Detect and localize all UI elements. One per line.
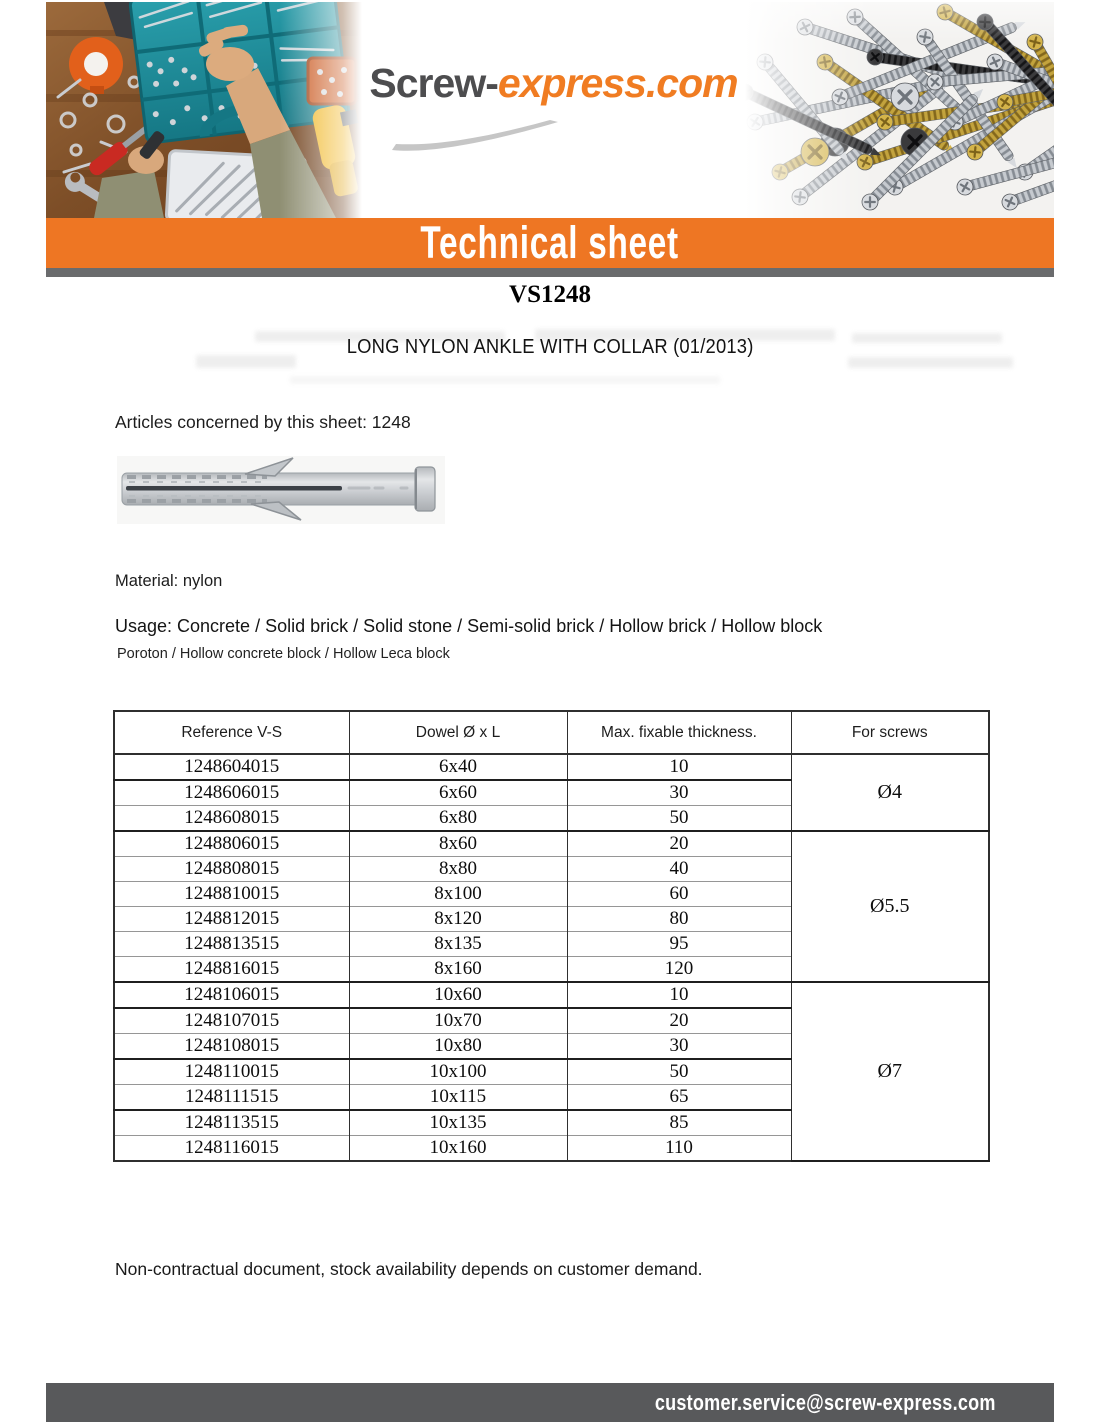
table-row bbox=[114, 831, 989, 857]
contact-email[interactable]: customer.service@screw-express.com bbox=[655, 1390, 996, 1415]
cell-dowel: 8x80 bbox=[349, 857, 567, 882]
screws-photo bbox=[745, 2, 1054, 218]
cell-max-thickness: 10 bbox=[567, 754, 791, 780]
cell-dowel: 8x60 bbox=[349, 831, 567, 857]
cell-dowel: 10x135 bbox=[349, 1110, 567, 1136]
cell-reference: 1248810015 bbox=[114, 882, 349, 907]
cell-dowel: 10x60 bbox=[349, 982, 567, 1008]
product-title-text: LONG NYLON ANKLE WITH COLLAR (01/2013) bbox=[346, 336, 754, 358]
brand-logo bbox=[362, 60, 745, 180]
material-line: Material: nylon bbox=[115, 572, 223, 590]
cell-reference: 1248111515 bbox=[114, 1085, 349, 1111]
cell-reference: 1248813515 bbox=[114, 932, 349, 957]
banner bbox=[46, 218, 1054, 268]
usage-line-2: Poroton / Hollow concrete block / Hollow Leca block bbox=[117, 646, 450, 662]
cell-dowel: 8x160 bbox=[349, 957, 567, 983]
cell-reference: 1248806015 bbox=[114, 831, 349, 857]
spec-table bbox=[113, 710, 990, 1162]
cell-reference: 1248113515 bbox=[114, 1110, 349, 1136]
cell-dowel: 6x40 bbox=[349, 754, 567, 780]
cell-dowel: 6x60 bbox=[349, 780, 567, 806]
banner-strip bbox=[46, 268, 1054, 277]
cell-max-thickness: 85 bbox=[567, 1110, 791, 1136]
footer-bar bbox=[46, 1383, 1054, 1422]
cell-reference: 1248110015 bbox=[114, 1059, 349, 1085]
cell-for-screws: Ø7 bbox=[791, 982, 989, 1161]
ghost-text-smudge bbox=[290, 376, 720, 384]
logo-swoosh bbox=[390, 120, 560, 156]
cell-reference: 1248106015 bbox=[114, 982, 349, 1008]
cell-reference: 1248608015 bbox=[114, 806, 349, 832]
cell-dowel: 8x135 bbox=[349, 932, 567, 957]
cell-reference: 1248812015 bbox=[114, 907, 349, 932]
table-row bbox=[114, 982, 989, 1008]
cell-reference: 1248116015 bbox=[114, 1136, 349, 1162]
cell-dowel: 8x100 bbox=[349, 882, 567, 907]
cell-dowel: 8x120 bbox=[349, 907, 567, 932]
cell-reference: 1248606015 bbox=[114, 780, 349, 806]
workbench-photo-graphic bbox=[46, 2, 362, 218]
cell-max-thickness: 50 bbox=[567, 1059, 791, 1085]
brand-logo-text bbox=[362, 60, 745, 107]
cell-for-screws: Ø4 bbox=[791, 754, 989, 831]
product-title bbox=[0, 336, 1100, 359]
workbench-photo bbox=[46, 2, 362, 218]
logo-text-screw: Screw- bbox=[369, 60, 498, 106]
cell-max-thickness: 10 bbox=[567, 982, 791, 1008]
column-header-2: Max. fixable thickness. bbox=[567, 711, 791, 754]
usage-line-1: Usage: Concrete / Solid brick / Solid stone / Semi-solid brick / Hollow brick / Hollow block bbox=[115, 616, 823, 636]
table-row bbox=[114, 754, 989, 780]
cell-max-thickness: 60 bbox=[567, 882, 791, 907]
cell-max-thickness: 20 bbox=[567, 1008, 791, 1034]
cell-dowel: 10x70 bbox=[349, 1008, 567, 1034]
anchor-product-image bbox=[117, 456, 445, 524]
cell-reference: 1248604015 bbox=[114, 754, 349, 780]
cell-reference: 1248108015 bbox=[114, 1034, 349, 1060]
cell-max-thickness: 95 bbox=[567, 932, 791, 957]
cell-dowel: 10x115 bbox=[349, 1085, 567, 1111]
articles-line: Articles concerned by this sheet: 1248 bbox=[115, 412, 411, 432]
column-header-0: Reference V-S bbox=[114, 711, 349, 754]
cell-max-thickness: 110 bbox=[567, 1136, 791, 1162]
cell-dowel: 6x80 bbox=[349, 806, 567, 832]
anchor-graphic bbox=[117, 456, 445, 524]
cell-dowel: 10x100 bbox=[349, 1059, 567, 1085]
cell-max-thickness: 30 bbox=[567, 1034, 791, 1060]
cell-max-thickness: 20 bbox=[567, 831, 791, 857]
table-header-row bbox=[114, 711, 989, 754]
cell-max-thickness: 40 bbox=[567, 857, 791, 882]
cell-reference: 1248816015 bbox=[114, 957, 349, 983]
sheet-code: VS1248 bbox=[509, 281, 591, 308]
column-header-3: For screws bbox=[791, 711, 989, 754]
cell-dowel: 10x160 bbox=[349, 1136, 567, 1162]
cell-max-thickness: 65 bbox=[567, 1085, 791, 1111]
banner-title: Technical sheet bbox=[420, 217, 680, 268]
footer-note: Non-contractual document, stock availability depends on customer demand. bbox=[115, 1259, 703, 1279]
cell-dowel: 10x80 bbox=[349, 1034, 567, 1060]
cell-reference: 1248107015 bbox=[114, 1008, 349, 1034]
logo-text-express: express.com bbox=[497, 60, 738, 106]
cell-for-screws: Ø5.5 bbox=[791, 831, 989, 982]
cell-max-thickness: 30 bbox=[567, 780, 791, 806]
cell-max-thickness: 80 bbox=[567, 907, 791, 932]
column-header-1: Dowel Ø x L bbox=[349, 711, 567, 754]
cell-max-thickness: 50 bbox=[567, 806, 791, 832]
cell-max-thickness: 120 bbox=[567, 957, 791, 983]
screws-photo-graphic bbox=[745, 2, 1054, 218]
cell-reference: 1248808015 bbox=[114, 857, 349, 882]
